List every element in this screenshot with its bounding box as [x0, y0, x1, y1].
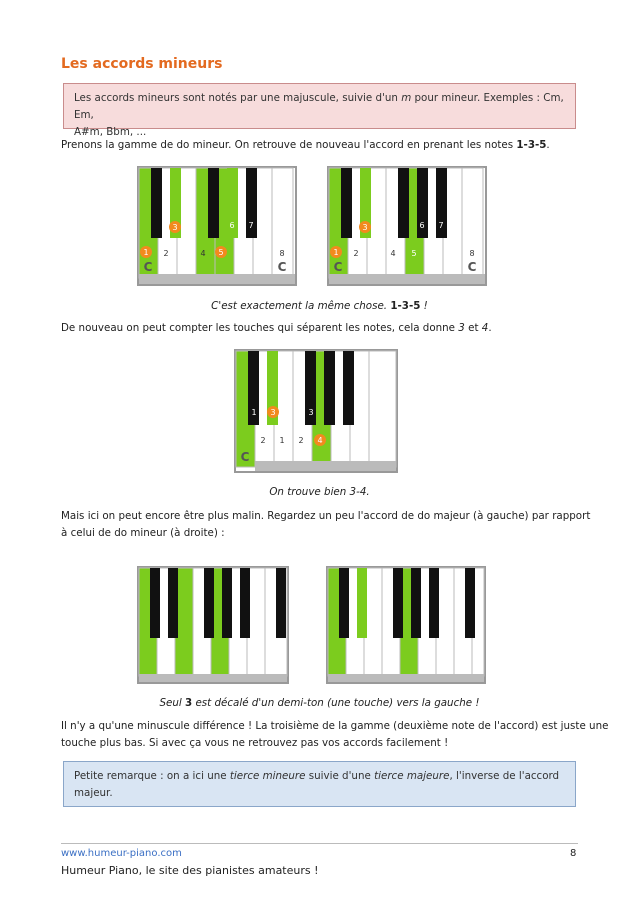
kb5-bottom	[328, 674, 484, 682]
note-tierce-majeure: tierce majeure	[374, 770, 450, 782]
svg-text:C: C	[143, 260, 153, 274]
svg-text:2: 2	[163, 249, 169, 258]
svg-text:C: C	[240, 450, 250, 464]
note-box	[63, 761, 576, 807]
keyboard-2	[327, 166, 487, 286]
kb3-black-4	[324, 351, 335, 425]
svg-text:2: 2	[353, 249, 359, 258]
keyboard-5	[326, 566, 486, 684]
para1-text: Prenons la gamme de do mineur. On retrouve de nouveau l'accord en prenant les notes	[61, 139, 517, 151]
caption-3	[61, 697, 578, 709]
kb4-black-4	[222, 568, 232, 638]
kb4-bottom	[139, 674, 287, 682]
kb4-black-3	[204, 568, 214, 638]
svg-text:4: 4	[317, 436, 323, 445]
kb3-black-5	[343, 351, 354, 425]
svg-text:C: C	[333, 260, 343, 274]
para2-text: De nouveau on peut compter les touches qui séparent les notes, cela donne	[61, 322, 459, 334]
kb1-black-1	[151, 168, 162, 238]
para3-line1: Mais ici on peut encore être plus malin. Regardez un peu l'accord de do majeur (à gauche) par rapport	[61, 510, 591, 522]
kb5-black-3	[393, 568, 403, 638]
svg-text:C: C	[467, 260, 477, 274]
svg-text:8: 8	[469, 249, 475, 258]
keyboard-1	[137, 166, 297, 286]
svg-text:7: 7	[248, 221, 254, 230]
paragraph-1	[61, 137, 550, 154]
kb3-bottom	[255, 461, 396, 471]
svg-text:1: 1	[279, 436, 285, 445]
paragraph-2	[61, 320, 492, 337]
note-after: , l'inverse de l'accord	[449, 770, 560, 782]
note-line2: majeur.	[74, 787, 113, 799]
caption1-text: C'est exactement la même chose.	[211, 300, 391, 312]
svg-text:5: 5	[218, 248, 224, 257]
kb2-black-3	[398, 168, 409, 238]
keyboard-4	[137, 566, 289, 684]
para1-end: .	[546, 139, 550, 151]
kb5-black-5	[429, 568, 439, 638]
caption3-after: est décalé d'un demi-ton (une touche) vers la gauche !	[192, 697, 480, 709]
kb5-black-1	[339, 568, 349, 638]
note-before: Petite remarque : on a ici une	[74, 770, 230, 782]
svg-text:C: C	[277, 260, 287, 274]
kb5-black-4	[411, 568, 421, 638]
para4-line2: touche plus bas. Si avec ça vous ne retrouvez pas vos accords facilement !	[61, 737, 449, 749]
footer-link[interactable]: www.humeur-piano.com	[61, 848, 182, 859]
svg-text:3: 3	[172, 223, 178, 232]
kb4-black-5	[240, 568, 250, 638]
kb5-black-6	[465, 568, 475, 638]
svg-text:5: 5	[411, 249, 417, 258]
para4-line1: Il n'y a qu'une minuscule différence ! La troisième de la gamme (deuxième note de l'accord) est juste une	[61, 720, 609, 732]
para2-b: 4	[481, 322, 489, 334]
para3-line2: à celui de do mineur (à droite) :	[61, 527, 225, 539]
intro-line2: A#m, Bbm, ...	[74, 126, 147, 138]
kb4-black-2	[168, 568, 178, 638]
page-number: 8	[570, 848, 577, 859]
paragraph-3	[61, 508, 590, 542]
footer-divider	[61, 843, 578, 844]
svg-text:2: 2	[298, 436, 304, 445]
kb5-black-2	[357, 568, 367, 638]
svg-text:8: 8	[279, 249, 285, 258]
para1-bold: 1-3-5	[516, 139, 547, 151]
svg-text:6: 6	[229, 221, 235, 230]
paragraph-4	[61, 718, 608, 752]
footer-tagline: Humeur Piano, le site des pianistes amateurs !	[61, 864, 319, 877]
intro-text: Les accords mineurs sont notés par une majuscule, suivie d'un	[74, 92, 402, 104]
svg-text:6: 6	[419, 221, 425, 230]
intro-m: m	[401, 92, 412, 104]
kb1-bottom	[139, 274, 295, 284]
svg-text:3: 3	[270, 408, 276, 417]
svg-text:4: 4	[200, 249, 206, 258]
caption1-bold: 1-3-5	[390, 300, 421, 312]
svg-text:7: 7	[438, 221, 444, 230]
kb3-white-c2	[369, 351, 396, 467]
para2-end: .	[488, 322, 492, 334]
page-title: Les accords mineurs	[61, 56, 223, 72]
para2-a: 3	[458, 322, 465, 334]
kb4-black-6	[276, 568, 286, 638]
svg-text:1: 1	[143, 248, 149, 257]
caption-1	[61, 300, 578, 312]
keyboard-3	[234, 349, 398, 473]
caption-2: On trouve bien 3-4.	[269, 486, 370, 498]
caption1-end: !	[420, 300, 428, 312]
intro-text-after: pour mineur. Exemples : Cm, Em,	[74, 92, 564, 121]
caption3-before: Seul	[159, 697, 186, 709]
note-tierce-mineure: tierce mineure	[229, 770, 306, 782]
svg-text:3: 3	[362, 223, 368, 232]
note-mid: suivie d'une	[305, 770, 375, 782]
svg-text:1: 1	[251, 408, 257, 417]
svg-text:4: 4	[390, 249, 396, 258]
para2-mid: et	[464, 322, 482, 334]
intro-box	[63, 83, 576, 138]
kb1-black-3	[208, 168, 219, 238]
kb4-black-1	[150, 568, 160, 638]
svg-text:2: 2	[260, 436, 266, 445]
kb2-bottom	[329, 274, 485, 284]
svg-text:1: 1	[333, 248, 339, 257]
svg-text:3: 3	[308, 408, 314, 417]
caption3-bold: 3	[185, 697, 193, 709]
kb2-black-1	[341, 168, 352, 238]
